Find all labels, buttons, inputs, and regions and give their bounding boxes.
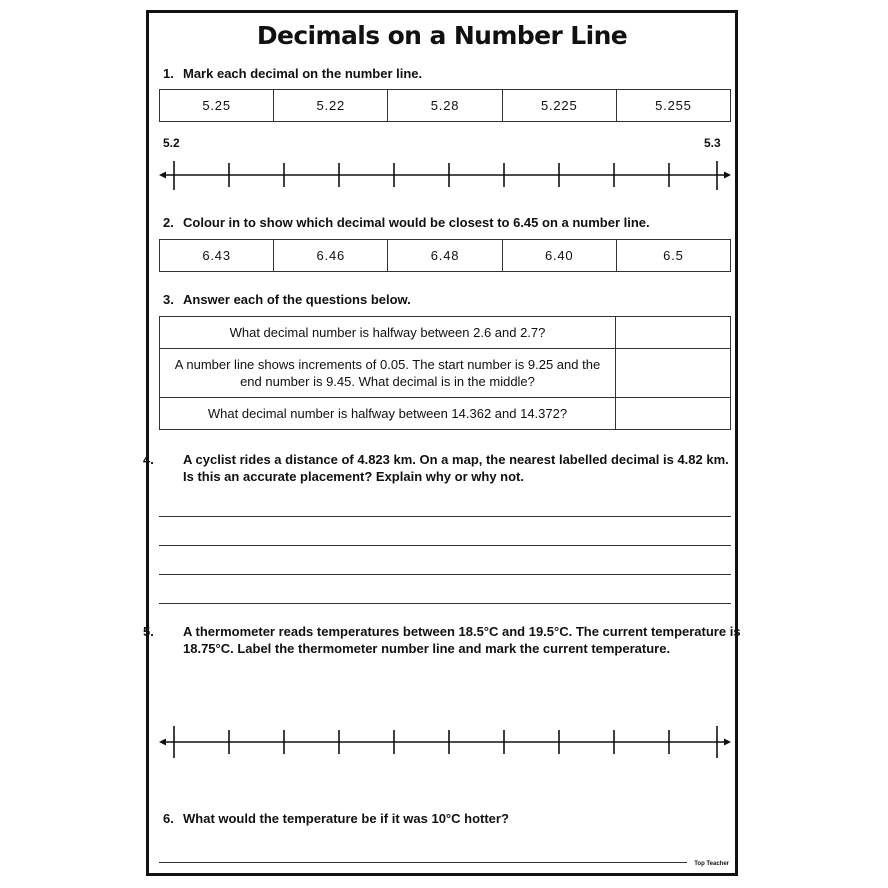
number-line-1[interactable]	[157, 157, 733, 193]
question-number: 1.	[163, 66, 174, 81]
q3-answer-cell[interactable]	[616, 398, 731, 430]
q3-question-cell: A number line shows increments of 0.05. The start number is 9.25 and the end number is 9.45. What decimal is in the middle?	[160, 349, 616, 398]
q3-answer-cell[interactable]	[616, 317, 731, 349]
q3-answer-table	[159, 316, 731, 430]
question-6	[163, 811, 509, 828]
question-number: 3.	[163, 292, 174, 307]
q1-decimal-cell[interactable]: 5.22	[274, 90, 388, 121]
question-3	[163, 292, 411, 309]
q2-decimal-row	[159, 239, 731, 272]
question-text: Answer each of the questions below.	[183, 292, 411, 307]
number-line-start-label: 5.2	[163, 136, 180, 150]
q1-decimal-row	[159, 89, 731, 122]
question-5	[143, 624, 743, 657]
table-row	[160, 398, 731, 430]
answer-line[interactable]	[159, 603, 731, 604]
q1-decimal-cell[interactable]: 5.225	[503, 90, 617, 121]
question-number: 5.	[143, 624, 154, 639]
question-number: 2.	[163, 215, 174, 230]
q2-decimal-cell[interactable]: 6.46	[274, 240, 388, 271]
question-text: Mark each decimal on the number line.	[183, 66, 423, 81]
number-line-end-label: 5.3	[704, 136, 721, 150]
table-row	[160, 317, 731, 349]
q1-decimal-cell[interactable]: 5.255	[655, 98, 692, 113]
q1-decimal-cell[interactable]: 5.25	[160, 90, 274, 121]
question-2	[163, 215, 650, 232]
question-text: A cyclist rides a distance of 4.823 km. On a map, the nearest labelled decimal is 4.82 km. Is this an accurate placement? Explain why or why not.	[183, 452, 729, 484]
q2-decimal-cell[interactable]: 6.43	[160, 240, 274, 271]
question-text: What would the temperature be if it was 10°C hotter?	[183, 811, 509, 826]
answer-line[interactable]	[159, 574, 731, 575]
question-1	[163, 66, 422, 83]
question-number: 6.	[163, 811, 174, 826]
q3-answer-cell[interactable]	[616, 349, 731, 398]
q2-decimal-cell[interactable]: 6.5	[663, 248, 684, 263]
answer-line[interactable]	[159, 545, 731, 546]
q3-question-cell: What decimal number is halfway between 14.362 and 14.372?	[160, 398, 616, 430]
q3-question-cell: What decimal number is halfway between 2.6 and 2.7?	[160, 317, 616, 349]
q2-decimal-cell[interactable]: 6.48	[388, 240, 502, 271]
answer-line[interactable]	[159, 516, 731, 517]
question-text: A thermometer reads temperatures between 18.5°C and 19.5°C. The current temperature is 18.75°C. Label the thermometer number line and mark the current temperature.	[183, 624, 741, 656]
worksheet	[143, 10, 741, 876]
answer-line[interactable]	[159, 862, 687, 863]
q1-decimal-cell[interactable]: 5.28	[388, 90, 502, 121]
question-4	[143, 452, 743, 485]
page-title: Decimals on a Number Line	[256, 21, 628, 50]
table-row	[160, 349, 731, 398]
question-number: 4.	[143, 452, 154, 467]
number-line-2[interactable]	[157, 724, 733, 760]
q2-decimal-cell[interactable]: 6.40	[503, 240, 617, 271]
question-text: Colour in to show which decimal would be closest to 6.45 on a number line.	[183, 215, 650, 230]
brand-logo: Top Teacher	[694, 861, 729, 867]
